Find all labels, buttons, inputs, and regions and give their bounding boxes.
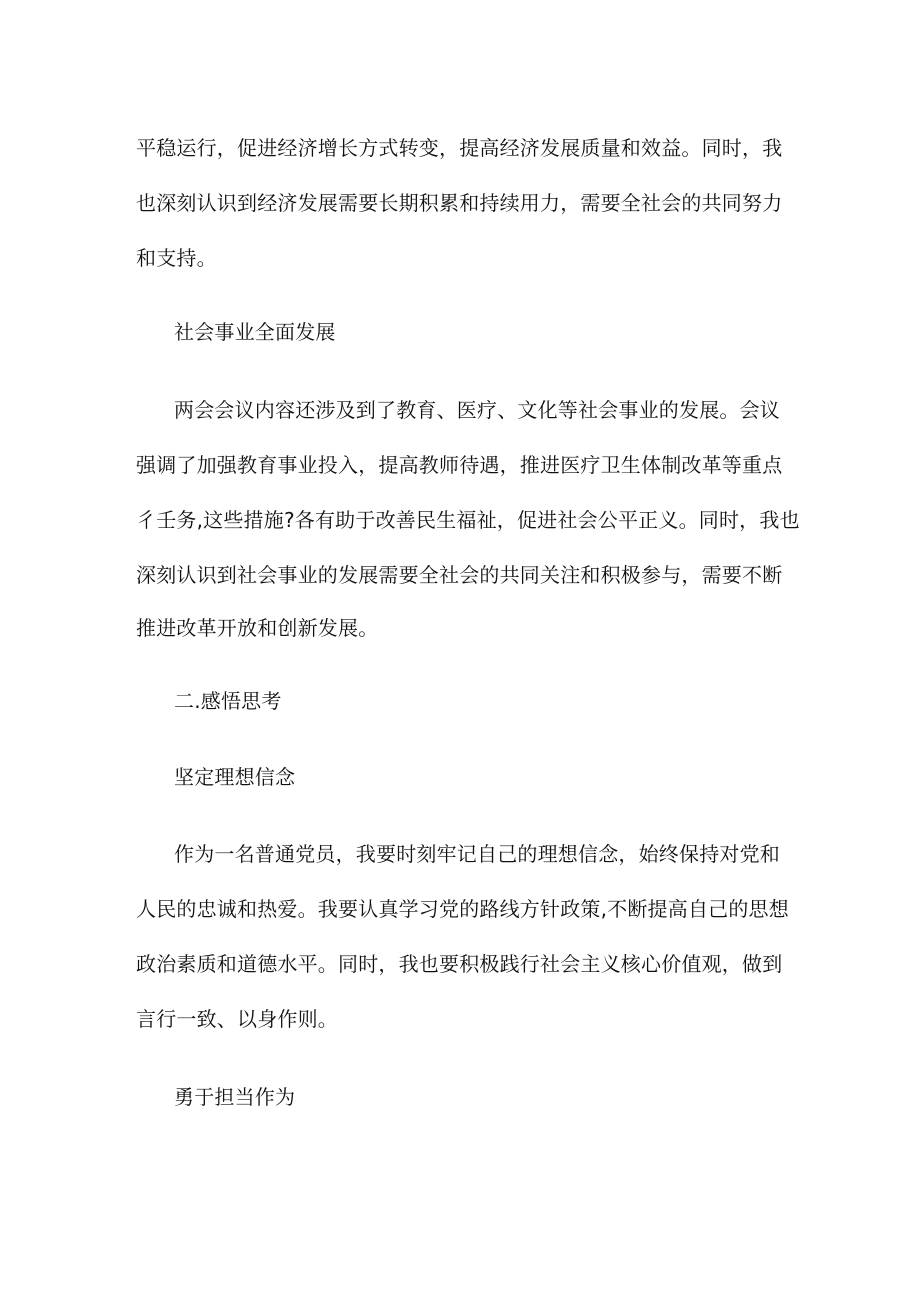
paragraph-line: 言行一致、以身作则。 [136,1007,338,1031]
section-heading: 二.感悟思考 [174,689,282,713]
section-heading: 勇于担当作为 [174,1085,296,1109]
section-heading: 社会事业全面发展 [174,320,336,344]
section-heading: 坚定理想信念 [174,765,296,789]
paragraph-line: 两会会议内容还涉及到了教育、医疗、文化等社会事业的发展。会议 [174,398,780,422]
paragraph-line: 作为一名普通党员，我要时刻牢记自己的理想信念，始终保持对党和 [174,842,780,866]
paragraph-line: 政治素质和道德水平。同时，我也要积极践行社会主义核心价值观，做到 [136,952,783,976]
paragraph-line: 强调了加强教育事业投入，提高教师待遇，推进医疗卫生体制改革等重点 [136,453,783,477]
paragraph-line: 也深刻认识到经济发展需要长期积累和持续用力，需要全社会的共同努力 [136,191,783,215]
paragraph-line: 深刻认识到社会事业的发展需要全社会的共同关注和积极参与，需要不断 [136,563,783,587]
paragraph-line: 人民的忠诚和热爱。我要认真学习党的路线方针政策,不断提高自己的思想 [136,897,789,921]
paragraph-line: 平稳运行，促进经济增长方式转变，提高经济发展质量和效益。同时，我 [136,136,783,160]
paragraph-line: 和支持。 [136,246,217,270]
paragraph-line: 推进改革开放和创新发展。 [136,616,379,640]
paragraph-line: 彳壬务,这些措施?各有助于改善民生福祉，促进社会公平正义。同时，我也 [136,508,800,532]
